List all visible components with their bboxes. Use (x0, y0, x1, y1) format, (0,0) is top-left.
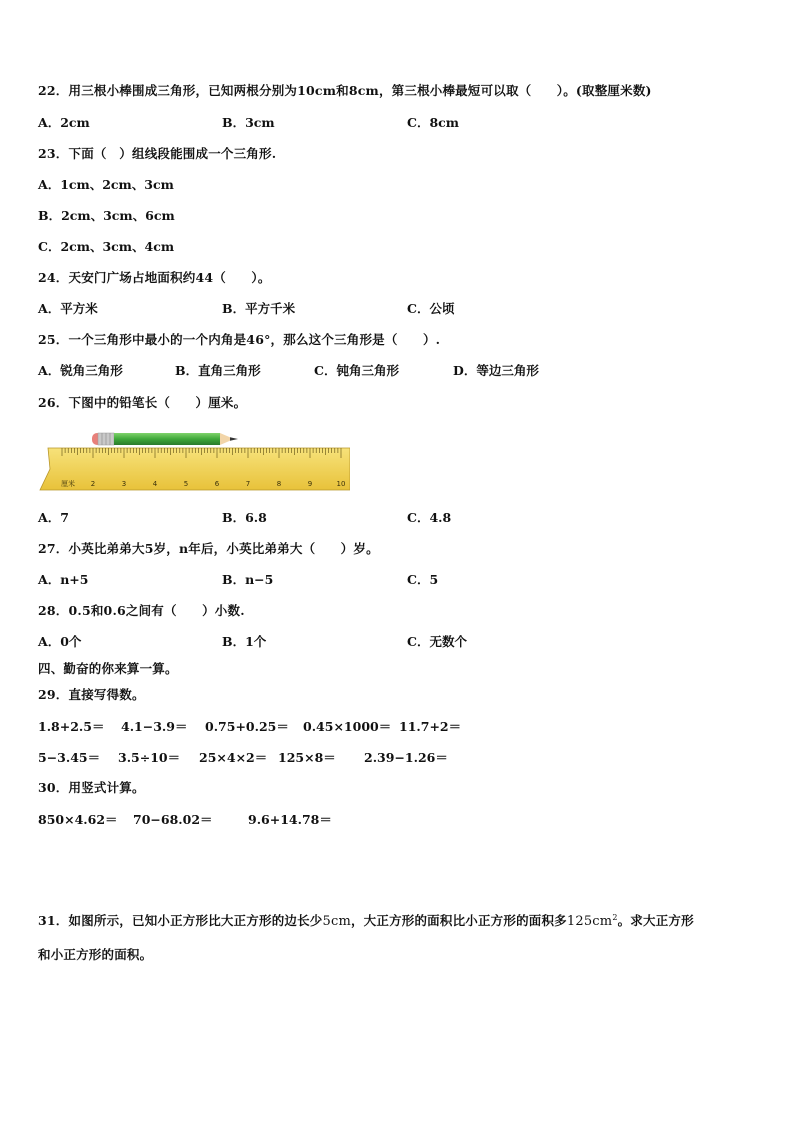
q25-option-a[interactable]: A．锐角三角形 (38, 363, 123, 378)
q26-option-a[interactable]: A．7 (38, 510, 69, 525)
svg-text:6: 6 (214, 480, 220, 488)
svg-text:4: 4 (152, 480, 158, 488)
svg-text:7: 7 (245, 480, 251, 488)
q28-option-b[interactable]: B．1个 (222, 634, 267, 649)
q29-item: 3.5÷10＝ (118, 750, 181, 765)
q24-stem: 24．天安门广场占地面积约44（ ）。 (38, 270, 271, 285)
q29-item: 2.39−1.26＝ (364, 750, 448, 765)
svg-text:10: 10 (336, 480, 346, 488)
q27-stem: 27．小英比弟弟大5岁，n年后，小英比弟弟大（ ）岁。 (38, 541, 379, 556)
q27-option-a[interactable]: A．n+5 (38, 572, 89, 587)
q29-item: 4.1−3.9＝ (121, 719, 188, 734)
q28-stem: 28．0.5和0.6之间有（ ）小数. (38, 603, 245, 618)
svg-text:5: 5 (183, 480, 189, 488)
q26-option-c[interactable]: C．4.8 (407, 510, 452, 525)
svg-text:9: 9 (307, 480, 313, 488)
q29-item: 5−3.45＝ (38, 750, 101, 765)
q27-option-c[interactable]: C．5 (407, 572, 439, 587)
q25-option-c[interactable]: C．钝角三角形 (314, 363, 399, 378)
svg-text:2: 2 (90, 480, 96, 488)
q23-option-c[interactable]: C．2cm、3cm、4cm (38, 239, 175, 254)
q25-stem: 25．一个三角形中最小的一个内角是46°，那么这个三角形是（ ）. (38, 332, 441, 347)
q29-item: 0.75+0.25＝ (205, 719, 289, 734)
q30-item: 9.6+14.78＝ (248, 812, 332, 827)
q24-option-b[interactable]: B．平方千米 (222, 301, 296, 316)
q28-option-a[interactable]: A．0个 (38, 634, 82, 649)
q22-option-a[interactable]: A．2cm (38, 115, 90, 130)
q29-item: 25×4×2＝ (199, 750, 268, 765)
q24-option-a[interactable]: A．平方米 (38, 301, 98, 316)
q30-item: 850×4.62＝ (38, 812, 118, 827)
svg-text:3: 3 (121, 480, 127, 488)
pencil-icon (92, 433, 238, 445)
q22-option-c[interactable]: C．8cm (407, 115, 459, 130)
q24-option-c[interactable]: C．公顷 (407, 301, 455, 316)
q31-length: 5cm (322, 914, 351, 930)
q29-item: 11.7+2＝ (399, 719, 462, 734)
q31-area: 125cm (566, 914, 613, 930)
ruler-icon (40, 448, 350, 490)
q26-stem: 26．下图中的铅笔长（ ）厘米。 (38, 395, 247, 410)
q23-option-b[interactable]: B．2cm、3cm、6cm (38, 208, 175, 223)
q31-stem-line-1: 31．如图所示，已知小正方形比大正方形的边长少5cm，大正方形的面积比小正方形的面积多$125cm^2$。求大正方形 (38, 913, 694, 930)
svg-text:8: 8 (276, 480, 282, 488)
pencil-ruler-figure (38, 428, 350, 494)
q30-item: 70−68.02＝ (133, 812, 213, 827)
ruler-unit-label: 厘米 (61, 480, 75, 488)
q28-option-c[interactable]: C．无数个 (407, 634, 467, 649)
q27-option-b[interactable]: B．n−5 (222, 572, 274, 587)
q22-option-b[interactable]: B．3cm (222, 115, 275, 130)
q29-item: 0.45×1000＝ (303, 719, 392, 734)
q29-stem: 29．直接写得数。 (38, 687, 145, 702)
q23-stem: 23．下面（ ）组线段能围成一个三角形. (38, 146, 277, 161)
q25-option-d[interactable]: D．等边三角形 (453, 363, 539, 378)
q31-stem-line-2: 和小正方形的面积。 (38, 947, 153, 962)
q26-option-b[interactable]: B．6.8 (222, 510, 267, 525)
q22-stem: 22．用三根小棒围成三角形，已知两根分别为10cm和8cm，第三根小棒最短可以取（ ）。(取整厘米数) (38, 83, 652, 98)
q29-item: 125×8＝ (278, 750, 336, 765)
q23-option-a[interactable]: A．1cm、2cm、3cm (38, 177, 174, 192)
q29-item: 1.8+2.5＝ (38, 719, 105, 734)
q30-stem: 30．用竖式计算。 (38, 780, 145, 795)
section-4-heading: 四、勤奋的你来算一算。 (38, 661, 178, 676)
pencil-ruler-illustration (38, 428, 350, 494)
q25-option-b[interactable]: B．直角三角形 (175, 363, 261, 378)
